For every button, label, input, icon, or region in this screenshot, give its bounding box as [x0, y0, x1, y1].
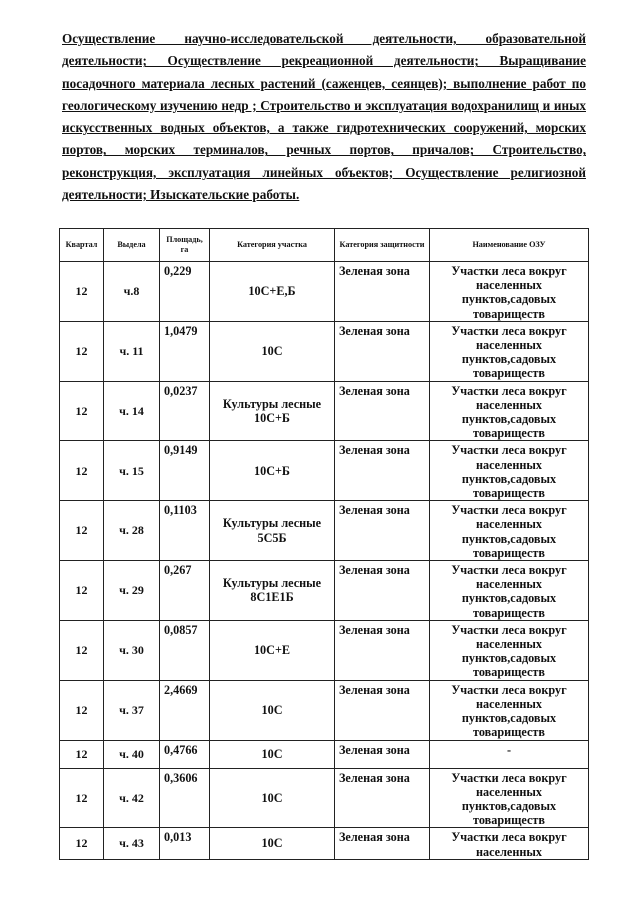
cell-category: Культуры лесные 10С+Б [210, 381, 335, 441]
cell-vydel: ч. 11 [104, 321, 160, 381]
header-vydel: Выдела [104, 229, 160, 262]
cell-vydel: ч. 30 [104, 620, 160, 680]
table-header-row [60, 229, 589, 262]
cell-quarter: 12 [60, 740, 104, 768]
cell-vydel: ч. 29 [104, 561, 160, 621]
table-row [60, 501, 589, 561]
cell-area: 0,4766 [160, 740, 210, 768]
header-protection: Категория защитности [335, 229, 430, 262]
cell-area: 0,1103 [160, 501, 210, 561]
cell-area: 0,229 [160, 262, 210, 322]
cell-category: 10С [210, 321, 335, 381]
table-row [60, 740, 589, 768]
cell-protection: Зеленая зона [335, 768, 430, 828]
header-category: Категория участка [210, 229, 335, 262]
cell-protection: Зеленая зона [335, 381, 430, 441]
cell-area: 0,0857 [160, 620, 210, 680]
table-row [60, 321, 589, 381]
cell-protection: Зеленая зона [335, 501, 430, 561]
cell-category: 10С [210, 768, 335, 828]
cell-quarter: 12 [60, 321, 104, 381]
cell-area: 0,9149 [160, 441, 210, 501]
header-area: Площадь, га [160, 229, 210, 262]
table-row [60, 381, 589, 441]
header-ozu: Наименование ОЗУ [430, 229, 589, 262]
cell-vydel: ч. 37 [104, 680, 160, 740]
cell-protection: Зеленая зона [335, 740, 430, 768]
forest-plots-table [59, 228, 589, 860]
cell-quarter: 12 [60, 262, 104, 322]
table-row [60, 680, 589, 740]
table-row [60, 620, 589, 680]
cell-protection: Зеленая зона [335, 561, 430, 621]
cell-ozu: Участки леса вокруг населенных пунктов,садовых товариществ [430, 441, 589, 501]
cell-protection: Зеленая зона [335, 620, 430, 680]
cell-quarter: 12 [60, 620, 104, 680]
cell-category: 10С [210, 740, 335, 768]
cell-protection: Зеленая зона [335, 680, 430, 740]
cell-ozu: Участки леса вокруг населенных пунктов,садовых товариществ [430, 768, 589, 828]
cell-category: Культуры лесные 8С1Е1Б [210, 561, 335, 621]
cell-ozu: - [430, 740, 589, 768]
table-row [60, 828, 589, 859]
cell-ozu: Участки леса вокруг населенных [430, 828, 589, 859]
cell-vydel: ч. 42 [104, 768, 160, 828]
cell-area: 0,013 [160, 828, 210, 859]
cell-category: 10С [210, 680, 335, 740]
table-row [60, 561, 589, 621]
cell-vydel: ч. 43 [104, 828, 160, 859]
cell-quarter: 12 [60, 501, 104, 561]
cell-ozu: Участки леса вокруг населенных пунктов,садовых товариществ [430, 321, 589, 381]
cell-quarter: 12 [60, 680, 104, 740]
cell-vydel: ч. 28 [104, 501, 160, 561]
cell-category: 10С+Е,Б [210, 262, 335, 322]
cell-ozu: Участки леса вокруг населенных пунктов,садовых товариществ [430, 381, 589, 441]
cell-quarter: 12 [60, 441, 104, 501]
table-row [60, 768, 589, 828]
cell-vydel: ч. 40 [104, 740, 160, 768]
header-quarter: Квартал [60, 229, 104, 262]
cell-category: 10С+Б [210, 441, 335, 501]
cell-protection: Зеленая зона [335, 828, 430, 859]
cell-vydel: ч. 14 [104, 381, 160, 441]
cell-category: Культуры лесные 5С5Б [210, 501, 335, 561]
cell-protection: Зеленая зона [335, 262, 430, 322]
cell-protection: Зеленая зона [335, 321, 430, 381]
cell-quarter: 12 [60, 381, 104, 441]
table-row [60, 262, 589, 322]
cell-ozu: Участки леса вокруг населенных пунктов,садовых товариществ [430, 561, 589, 621]
cell-area: 0,0237 [160, 381, 210, 441]
cell-ozu: Участки леса вокруг населенных пунктов,садовых товариществ [430, 620, 589, 680]
table-row [60, 441, 589, 501]
cell-quarter: 12 [60, 561, 104, 621]
cell-vydel: ч.8 [104, 262, 160, 322]
cell-ozu: Участки леса вокруг населенных пунктов,садовых товариществ [430, 501, 589, 561]
intro-paragraph: Осуществление научно-исследовательской деятельности, образовательной деятельности; Осуществление рекреационной деятельности; Выращивание посадочного материала лесных растений (саженцев, сеянцев); выполнение работ по геологическому изучению недр ; Строительство и эксплуатация водохранилищ и иных искусственных водных объектов, а также гидротехнических сооружений, морских портов, морских терминалов, речных портов, причалов; Строительство, реконструкция, эксплуатация линейных объектов; Осуществление религиозной деятельности; Изыскательские работы. [62, 31, 586, 203]
cell-vydel: ч. 15 [104, 441, 160, 501]
cell-area: 0,3606 [160, 768, 210, 828]
cell-quarter: 12 [60, 768, 104, 828]
cell-quarter: 12 [60, 828, 104, 859]
cell-area: 2,4669 [160, 680, 210, 740]
cell-ozu: Участки леса вокруг населенных пунктов,садовых товариществ [430, 680, 589, 740]
cell-ozu: Участки леса вокруг населенных пунктов,садовых товариществ [430, 262, 589, 322]
cell-area: 1,0479 [160, 321, 210, 381]
cell-category: 10С [210, 828, 335, 859]
table-body [60, 262, 589, 860]
cell-protection: Зеленая зона [335, 441, 430, 501]
cell-category: 10С+Е [210, 620, 335, 680]
cell-area: 0,267 [160, 561, 210, 621]
